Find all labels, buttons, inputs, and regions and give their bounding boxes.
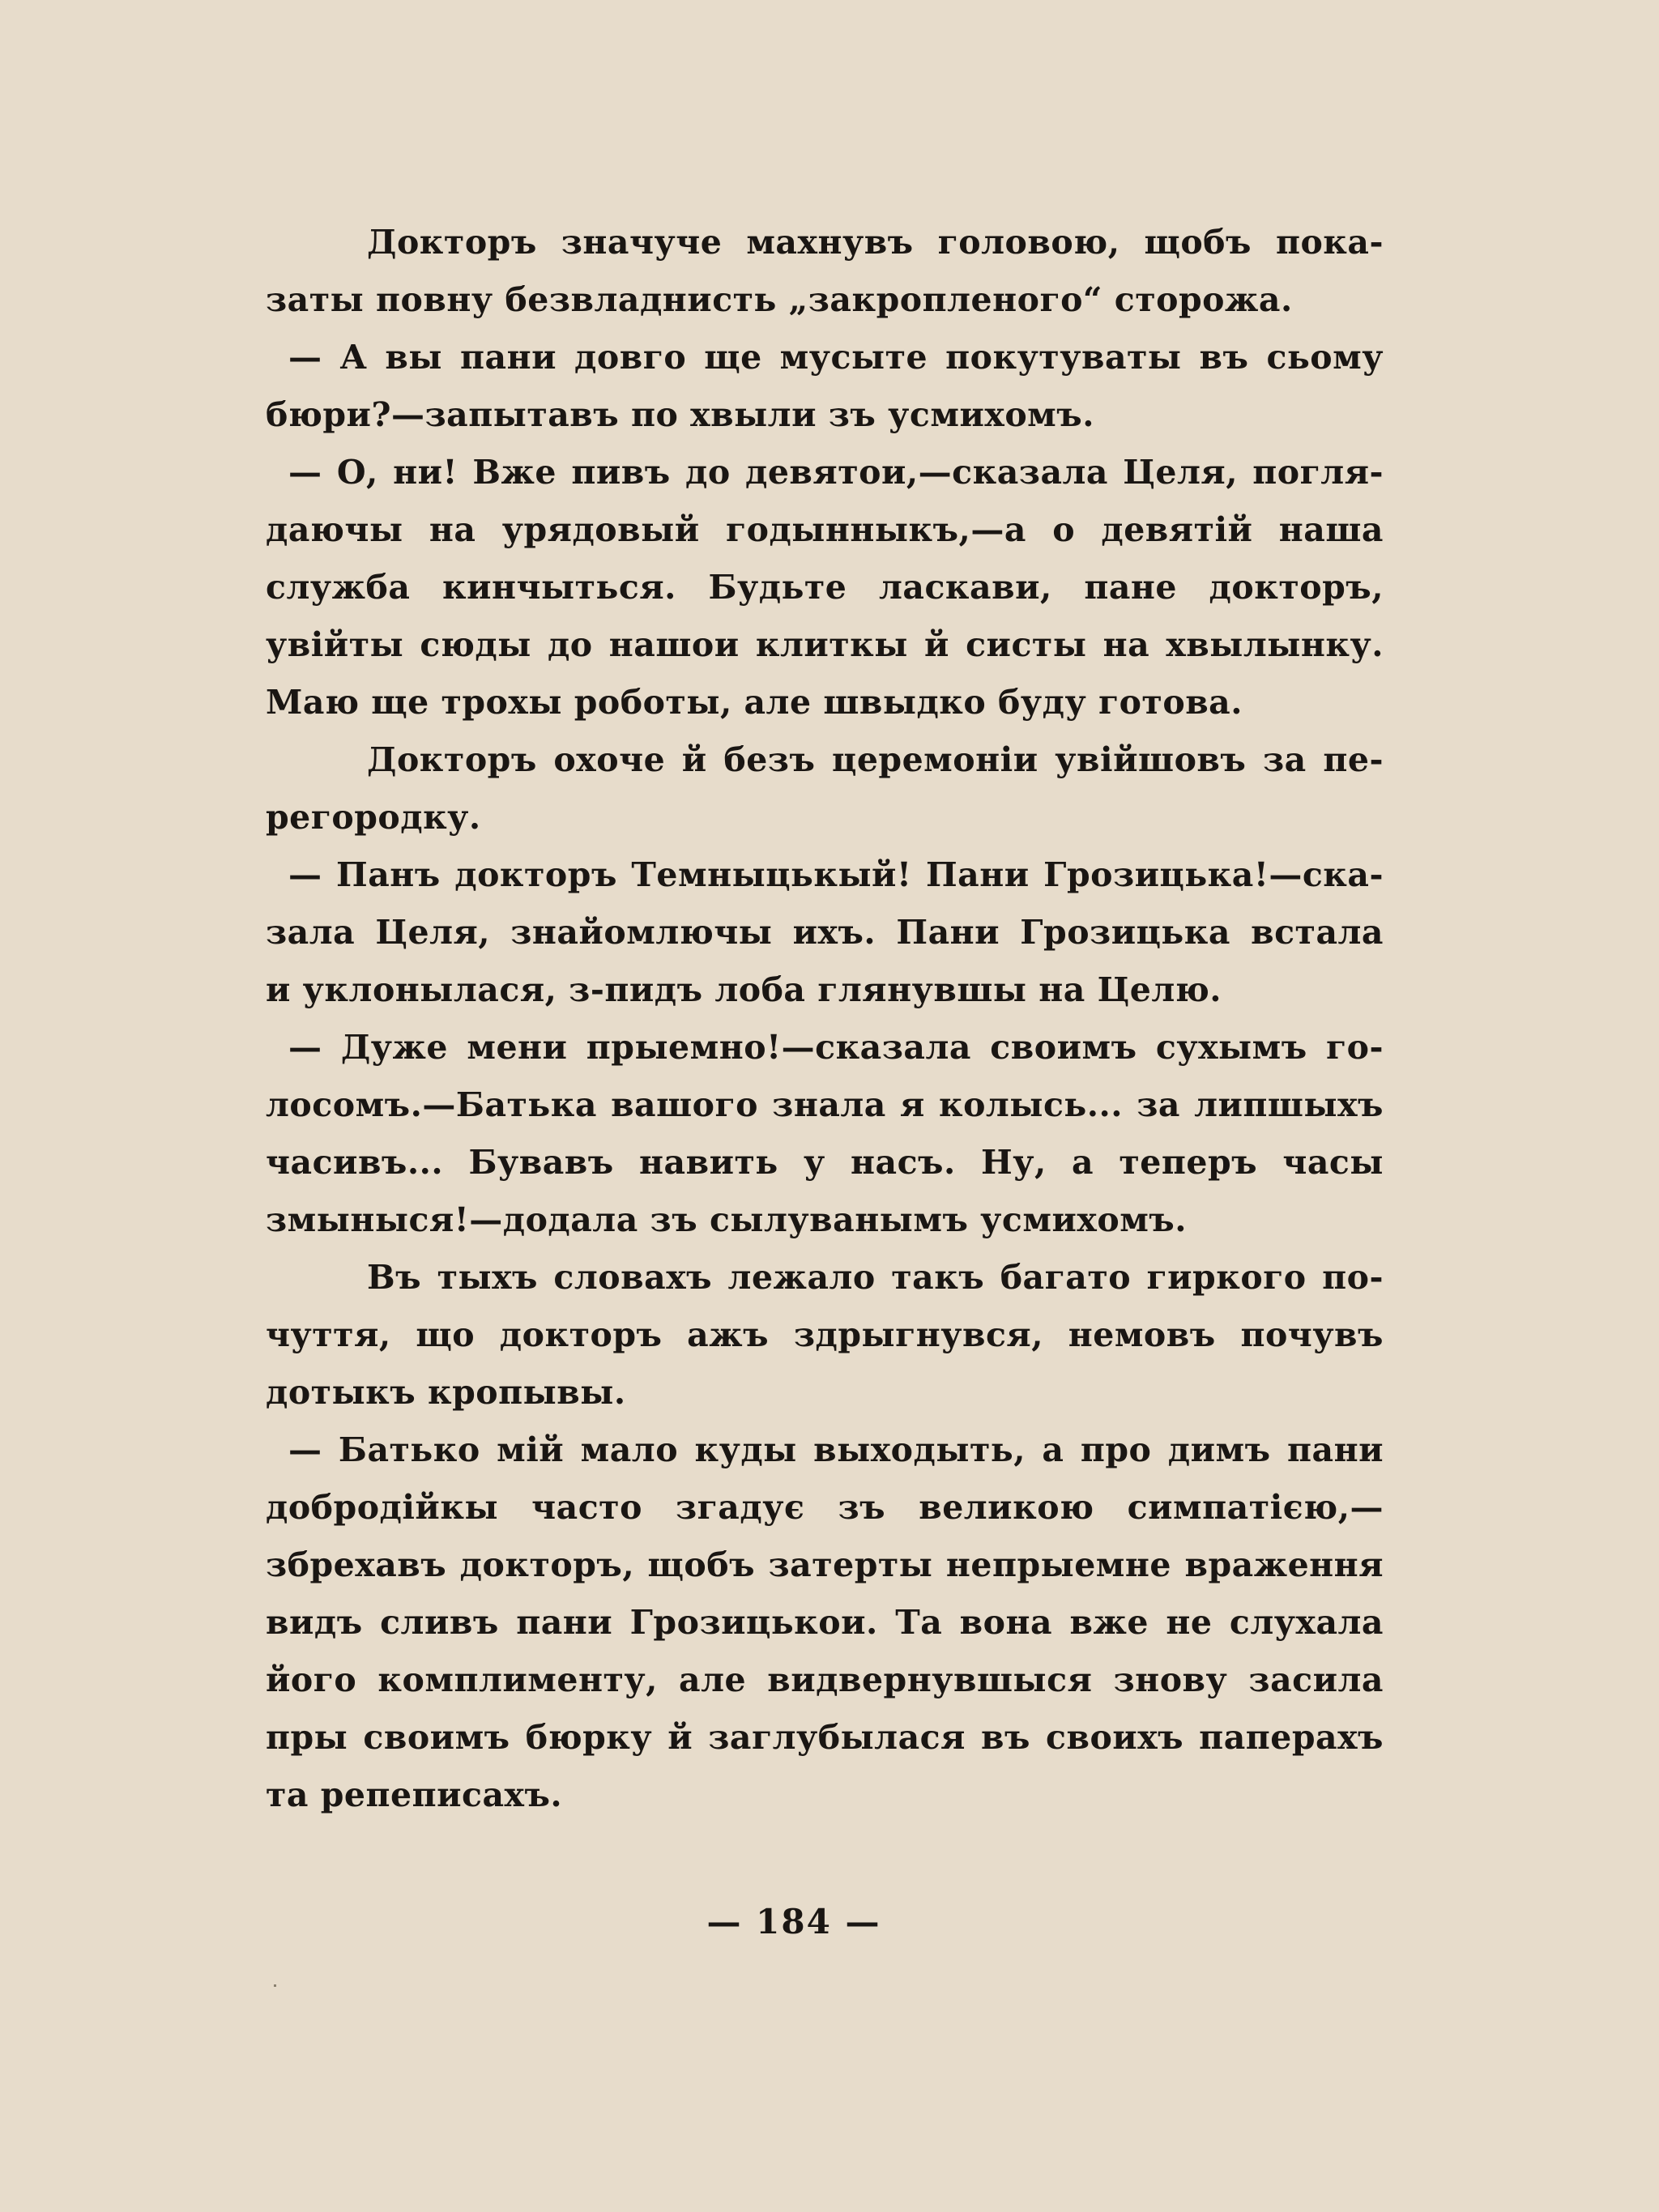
text-line: — А вы пани довго ще мусыте покутуваты въ сьому <box>288 338 1384 377</box>
text-line: Докторъ значуче махнувъ головою, щобъ пока- <box>367 223 1384 262</box>
paragraph <box>266 1019 1384 1249</box>
text-line: лосомъ.—Батька вашого знала я колысь... за липшыхъ <box>266 1085 1384 1124</box>
paragraph <box>266 214 1384 329</box>
text-line: Маю ще трохы роботы, але швыдко буду готова. <box>266 683 1243 722</box>
paragraph <box>266 731 1384 846</box>
text-line: — Дуже мени прыемно!—сказала своимъ сухымъ го- <box>288 1028 1384 1067</box>
text-line: видъ сливъ пани Грозицькои. Та вона вже не слухала <box>266 1603 1384 1642</box>
text-line: служба кинчыться. Будьте ласкави, пане докторъ, <box>266 568 1384 607</box>
text-line: та репеписахъ. <box>266 1775 563 1814</box>
text-line: часивъ... Бувавъ навить у насъ. Ну, а теперъ часы <box>266 1143 1384 1182</box>
text-line: бюри?—запытавъ по хвыли зъ усмихомъ. <box>266 395 1095 434</box>
text-line: пры своимъ бюрку й заглубылася въ своихъ паперахъ <box>266 1718 1384 1757</box>
page-number: — 184 — <box>706 1902 881 1941</box>
text-line: Въ тыхъ словахъ лежало такъ багато гиркого по- <box>367 1258 1384 1297</box>
text-line: заты повну безвладнисть „закропленого“ сторожа. <box>266 280 1293 319</box>
text-line: його комплименту, але видвернувшыся знову засила <box>266 1660 1384 1699</box>
paragraph <box>266 846 1384 1019</box>
text-line: змыныся!—додала зъ сылуванымъ усмихомъ. <box>266 1200 1188 1239</box>
body-text <box>266 214 1384 1824</box>
text-line: зала Целя, знайомлючы ихъ. Пани Грозицька встала <box>266 913 1384 952</box>
text-line: — О, ни! Вже пивъ до девятои,—сказала Целя, погля- <box>288 453 1384 492</box>
print-speck <box>274 1984 276 1987</box>
text-line: — Батько мій мало куды выходыть, а про димъ пани <box>288 1430 1384 1469</box>
text-line: чуття, що докторъ ажъ здрыгнувся, немовъ почувъ <box>266 1315 1384 1354</box>
text-line: дотыкъ кропывы. <box>266 1373 626 1412</box>
text-line: увійты сюды до нашои клиткы й систы на хвылынку. <box>266 625 1384 664</box>
text-line: даючы на урядовый годынныкъ,—а о девятій наша <box>266 510 1384 549</box>
paragraph <box>266 1421 1384 1824</box>
text-line: добродійкы часто згадує зъ великою симпатією,— <box>266 1488 1384 1527</box>
text-line: збрехавъ докторъ, щобъ затерты непрыемне враження <box>266 1545 1384 1584</box>
paragraph <box>266 1249 1384 1421</box>
text-line: и уклонылася, з-пидъ лоба глянувшы на Целю. <box>266 970 1222 1009</box>
text-line: — Панъ докторъ Темныцькый! Пани Грозицька!—ска- <box>288 855 1384 894</box>
paragraph <box>266 444 1384 731</box>
paragraph <box>266 329 1384 444</box>
text-line: регородку. <box>266 798 481 837</box>
text-line: Докторъ охоче й безъ церемоніи увійшовъ за пе- <box>367 740 1384 779</box>
